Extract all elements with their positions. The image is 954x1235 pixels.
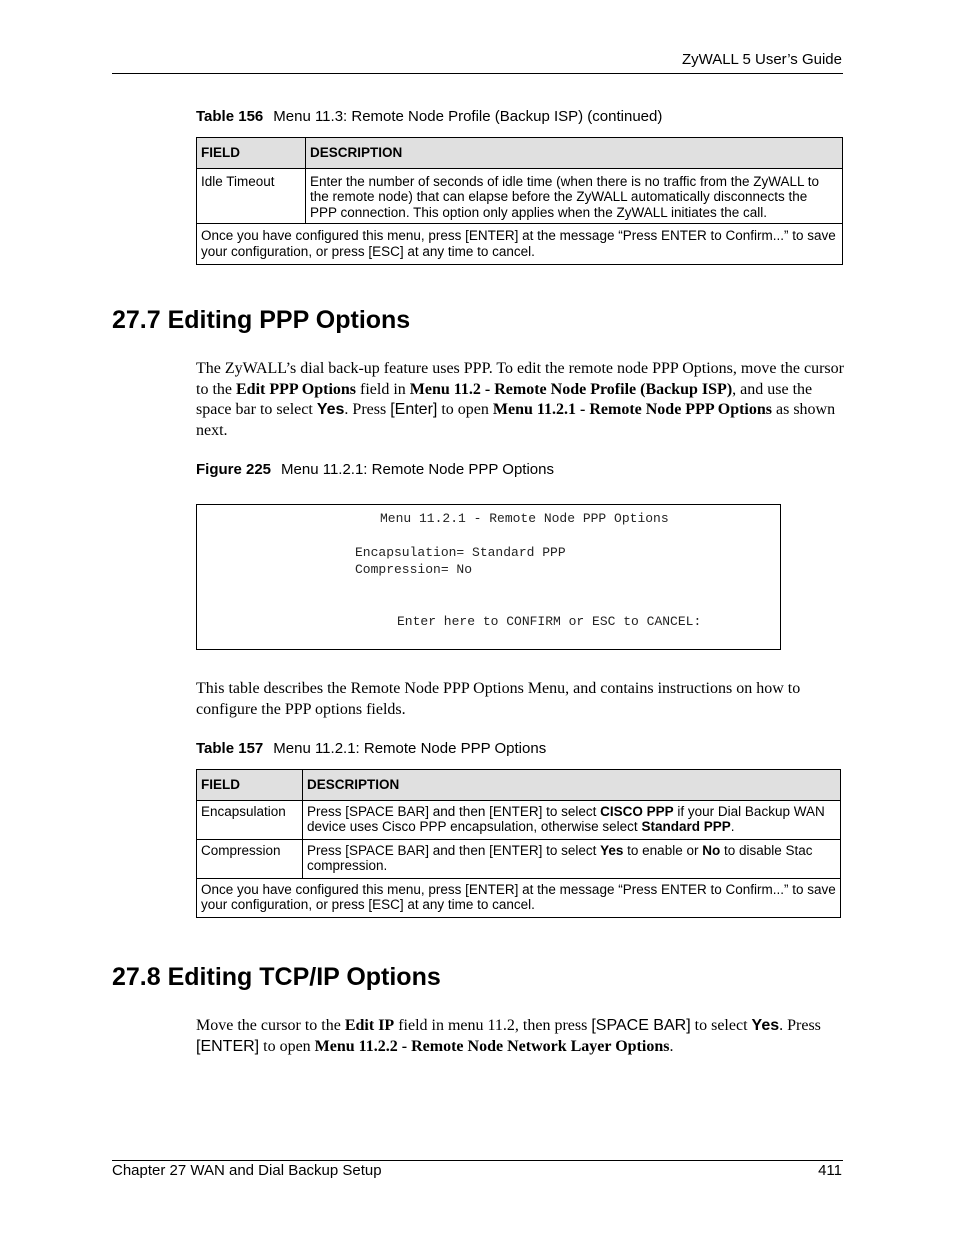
screen-encapsulation-line: Encapsulation= Standard PPP xyxy=(355,545,566,560)
table157-encap-field: Encapsulation xyxy=(197,800,303,839)
edit-ip-ref: Edit IP xyxy=(344,1017,395,1034)
screen-prompt: Enter here to CONFIRM or ESC to CANCEL: xyxy=(397,614,702,629)
text-run: field in xyxy=(356,380,410,398)
footer-chapter: Chapter 27 WAN and Dial Backup Setup xyxy=(112,1162,382,1179)
table156-col-field: FIELD xyxy=(197,138,306,169)
table-row xyxy=(197,800,841,839)
table156-row-description: Enter the number of seconds of idle time (when there is no traffic from the ZyWALL to the remote node) that can elapse before the ZyWALL automatically disconnects the PPP connection. This option only applies when the ZyWALL initiates the call. xyxy=(306,168,843,224)
footer-rule xyxy=(112,1160,843,1161)
header-guide-title: ZyWALL 5 User’s Guide xyxy=(681,51,842,68)
table156-caption-label: Table 156 xyxy=(196,108,264,125)
screen-title: Menu 11.2.1 - Remote Node PPP Options xyxy=(380,511,669,526)
table156-caption xyxy=(196,108,662,125)
table-row xyxy=(197,878,841,917)
yes-ref: Yes xyxy=(751,1017,780,1034)
text-run: to open xyxy=(259,1037,315,1055)
section-27-8-heading: 27.8 Editing TCP/IP Options xyxy=(112,963,441,991)
text-run: to select xyxy=(690,1017,752,1034)
table157-col-field: FIELD xyxy=(197,770,303,801)
table157-caption-label: Table 157 xyxy=(196,740,264,757)
section-27-8-paragraph xyxy=(196,1016,846,1057)
enter-key-ref: [ENTER] xyxy=(196,1037,260,1055)
table157-comp-field: Compression xyxy=(197,839,303,878)
text-run: The ZyWALL’s dial back-up feature uses PPP. To edit the remote node PPP Options, move the cursor to the xyxy=(196,360,844,398)
text-run: Press [SPACE BAR] and then [ENTER] to select xyxy=(307,803,601,819)
table-row xyxy=(197,839,841,878)
text-run: Move the cursor to the xyxy=(196,1017,345,1034)
edit-ppp-options-ref: Edit PPP Options xyxy=(236,380,357,398)
menu-11-2-ref: Menu 11.2 - Remote Node Profile (Backup ISP) xyxy=(409,380,733,398)
text-run: field in menu 11.2, then press xyxy=(394,1017,592,1034)
table157-footer-note: Once you have configured this menu, press [ENTER] at the message “Press ENTER to Confirm...” to save your configuration, or press [ESC] at any time to cancel. xyxy=(197,878,841,917)
header-rule xyxy=(112,73,843,74)
text-run: as shown next. xyxy=(196,401,836,439)
table156-footer-note: Once you have configured this menu, press [ENTER] at the message “Press ENTER to Confirm...” to save your configuration, or press [ESC] at any time to cancel. xyxy=(197,224,843,265)
figure225-caption-label: Figure 225 xyxy=(196,461,272,478)
text-run: to enable or xyxy=(623,842,703,858)
table157-comp-description xyxy=(303,839,841,878)
section-27-7-paragraph xyxy=(196,359,846,441)
figure225-caption-text: Menu 11.2.1: Remote Node PPP Options xyxy=(281,461,554,478)
table-row xyxy=(197,224,843,265)
menu-11-2-1-ref: Menu 11.2.1 - Remote Node PPP Options xyxy=(492,401,772,418)
text-run: if your Dial Backup WAN device uses Cisco PPP encapsulation, otherwise select xyxy=(307,803,825,834)
table156 xyxy=(196,137,843,265)
table157-caption xyxy=(196,740,546,757)
text-run: . xyxy=(669,1037,674,1055)
text-run: . Press xyxy=(344,401,391,418)
text-run: . Press xyxy=(779,1017,821,1034)
table-row xyxy=(197,168,843,224)
cisco-ppp-ref: CISCO PPP xyxy=(600,803,674,819)
figure225-caption xyxy=(196,461,554,478)
table157 xyxy=(196,769,841,918)
text-run: , and use the space bar to select xyxy=(196,380,813,418)
table157-col-description: DESCRIPTION xyxy=(303,770,841,801)
screen-compression-line: Compression= No xyxy=(355,562,473,577)
section-27-7-heading: 27.7 Editing PPP Options xyxy=(112,306,411,334)
text-run: to open xyxy=(437,401,493,418)
table156-caption-text: Menu 11.3: Remote Node Profile (Backup ISP) (continued) xyxy=(273,108,663,125)
terminal-screen xyxy=(196,504,781,650)
text-run: to disable Stac compression. xyxy=(307,842,813,873)
table157-caption-text: Menu 11.2.1: Remote Node PPP Options xyxy=(273,740,547,757)
text-run: Press [SPACE BAR] and then [ENTER] to select xyxy=(307,842,601,858)
no-ref: No xyxy=(702,842,721,858)
table156-row-field: Idle Timeout xyxy=(197,168,306,224)
table157-encap-description xyxy=(303,800,841,839)
enter-key-ref: [Enter] xyxy=(390,401,438,418)
space-bar-ref: [SPACE BAR] xyxy=(591,1017,691,1034)
footer-page-number: 411 xyxy=(818,1162,842,1179)
yes-ref: Yes xyxy=(600,842,624,858)
text-run: . xyxy=(730,819,735,834)
standard-ppp-ref: Standard PPP xyxy=(641,819,731,834)
yes-ref: Yes xyxy=(316,401,345,418)
table156-col-description: DESCRIPTION xyxy=(306,138,843,169)
table157-intro: This table describes the Remote Node PPP Options Menu, and contains instructions on how to configure the PPP options fields. xyxy=(196,680,801,718)
menu-11-2-2-ref: Menu 11.2.2 - Remote Node Network Layer Options xyxy=(314,1037,670,1055)
